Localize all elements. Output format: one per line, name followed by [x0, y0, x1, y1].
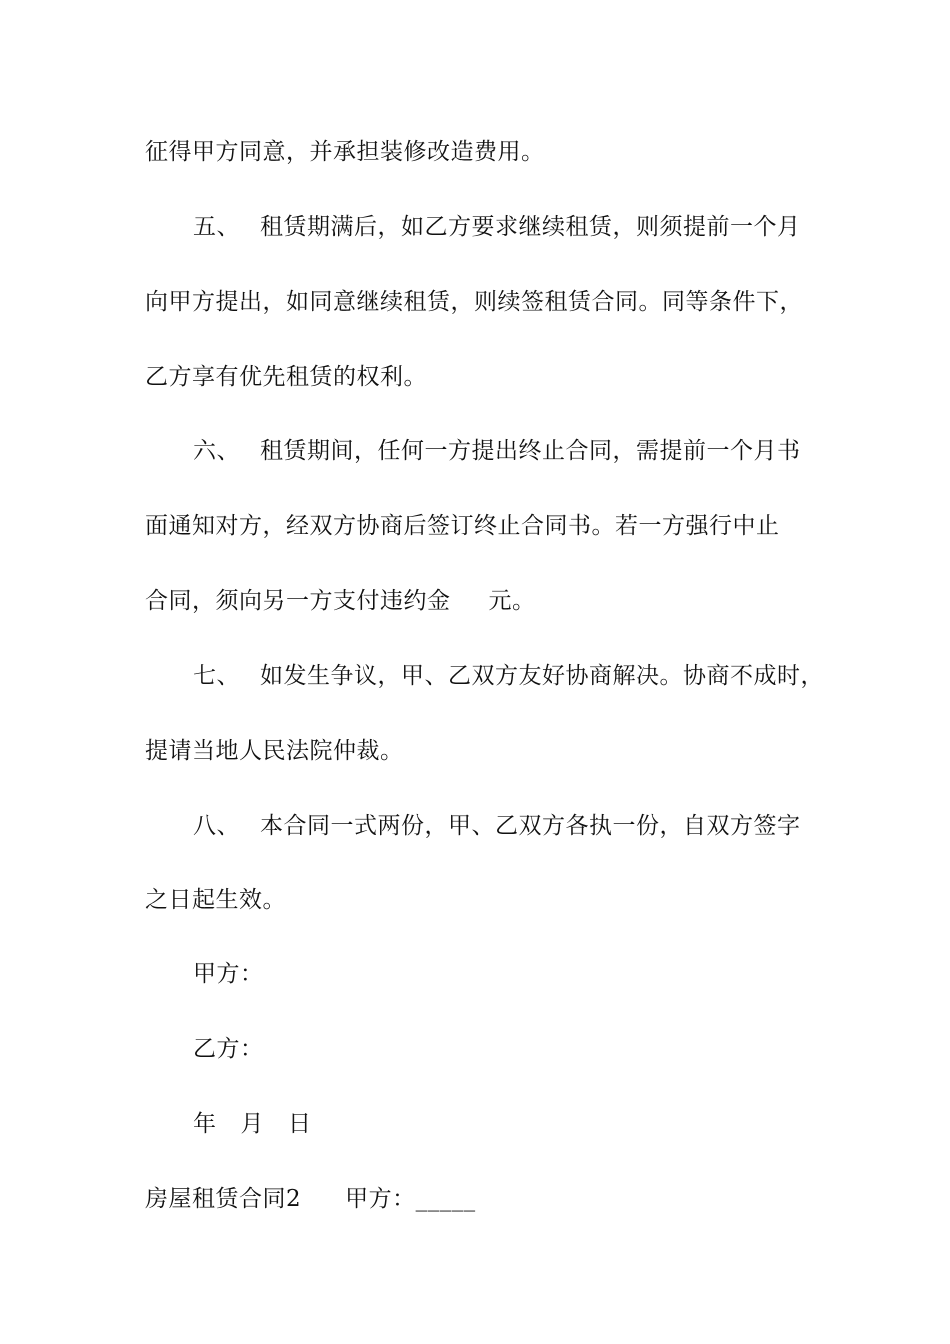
paragraph-5-line-1 [193, 212, 801, 242]
paragraph-8-line-2: 之日起生效。 [145, 887, 286, 913]
clause-number: 五、 [193, 214, 240, 240]
clause-text: 本合同一式两份，甲、乙双方各执一份，自双方签字 [260, 813, 801, 839]
date-month: 月 [240, 1111, 264, 1137]
paragraph-6-line-3 [145, 586, 536, 616]
clause-number: 八、 [193, 813, 240, 839]
clause-number: 七、 [193, 663, 240, 689]
clause-text: 如发生争议，甲、乙双方友好协商解决。协商不成时， [260, 663, 824, 689]
paragraph-4-tail: 征得甲方同意，并承担装修改造费用。 [145, 139, 545, 165]
paragraph-8-line-1 [193, 811, 801, 841]
paragraph-6-line-2: 面通知对方，经双方协商后签订终止合同书。若一方强行中止 [145, 513, 780, 539]
clause-text: 租赁期间，任何一方提出终止合同，需提前一个月书 [260, 438, 801, 464]
paragraph-7-line-2: 提请当地人民法院仲裁。 [145, 738, 404, 764]
paragraph-6-line-1 [193, 436, 801, 466]
next-contract-title: 房屋租赁合同2 [145, 1186, 302, 1212]
signature-date [193, 1109, 312, 1139]
date-day: 日 [288, 1111, 312, 1137]
next-party-a-label: 甲方： [345, 1186, 416, 1212]
paragraph-7-line-1 [193, 661, 824, 691]
date-year: 年 [193, 1111, 217, 1137]
paragraph-5-line-3: 乙方享有优先租赁的权利。 [145, 364, 427, 390]
paragraph-5-line-2: 向甲方提出，如同意继续租赁，则续签租赁合同。同等条件下， [145, 289, 803, 315]
clause-text: 租赁期满后，如乙方要求继续租赁，则须提前一个月 [260, 214, 801, 240]
next-party-a-blank: _____ [415, 1186, 476, 1212]
clause-text: 元。 [488, 588, 536, 614]
clause-text: 合同，须向另一方支付违约金 [145, 588, 451, 614]
clause-number: 六、 [193, 438, 240, 464]
party-a-signature: 甲方： [193, 961, 264, 987]
party-b-signature: 乙方： [193, 1036, 264, 1062]
next-contract-heading [145, 1184, 476, 1214]
